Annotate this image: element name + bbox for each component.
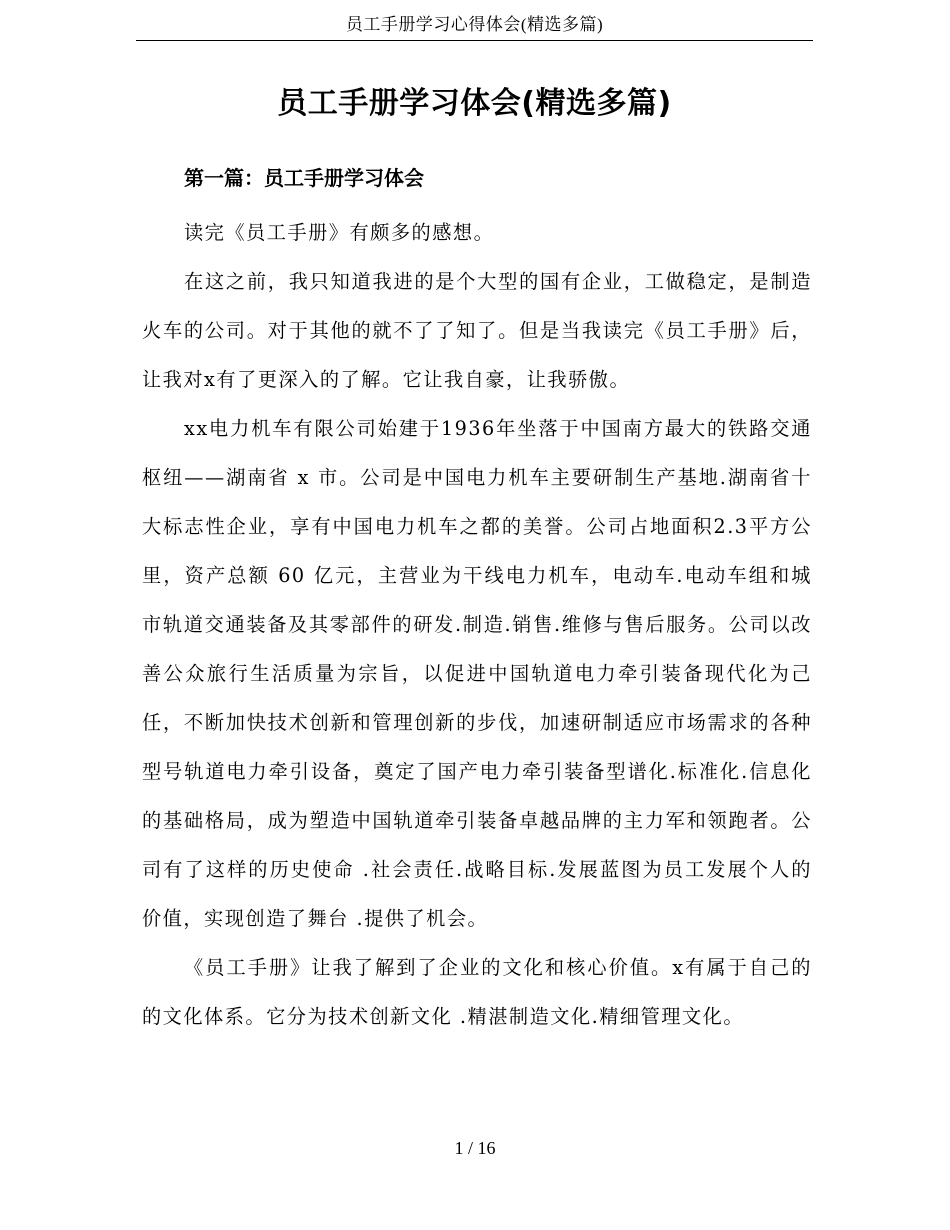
body-text [142,208,812,1041]
running-header: 员工手册学习心得体会(精选多篇) [345,15,604,34]
section-heading: 第一篇：员工手册学习体会 [184,166,424,190]
paragraph-before: 在这之前，我只知道我进的是个大型的国有企业，工做稳定，是制造火车的公司。对于其他的就不了了知了。但是当我读完《员工手册》后，让我对x有了更深入的了解。它让我自豪，让我骄傲。 [142,270,812,391]
header-divider [136,40,813,41]
paragraph-intro: 读完《员工手册》有颇多的感想。 [184,221,495,244]
paragraph-company: xx电力机车有限公司始建于1936年坐落于中国南方最大的铁路交通枢纽——湖南省 x 市。公司是中国电力机车主要研制生产基地.湖南省十大标志性企业，享有中国电力机车之都的美誉。公司占地面积2.3平方公里，资产总额 60 亿元，主营业为干线电力机车，电动车.电动车组和城市轨道交通装备及其零部件的研发.制造.销售.维修与售后服务。公司以改善公众旅行生活质量为宗旨，以促进中国轨道电力牵引装备现代化为己任，不断加快技术创新和管理创新的步伐，加速研制适应市场需求的各种型号轨道电力牵引设备，奠定了国产电力牵引装备型谱化.标准化.信息化的基础格局，成为塑造中国轨道牵引装备卓越品牌的主力军和领跑者。公司有了这样的历史使命 .社会责任.战略目标.发展蓝图为员工发展个人的价值，实现创造了舞台 .提供了机会。 [142,417,812,930]
page-number: 1 / 16 [454,1138,496,1158]
paragraph-culture: 《员工手册》让我了解到了企业的文化和核心价值。x有属于自己的的文化体系。它分为技术创新文化 .精湛制造文化.精细管理文化。 [142,956,812,1028]
document-title: 员工手册学习体会(精选多篇) [277,86,672,121]
